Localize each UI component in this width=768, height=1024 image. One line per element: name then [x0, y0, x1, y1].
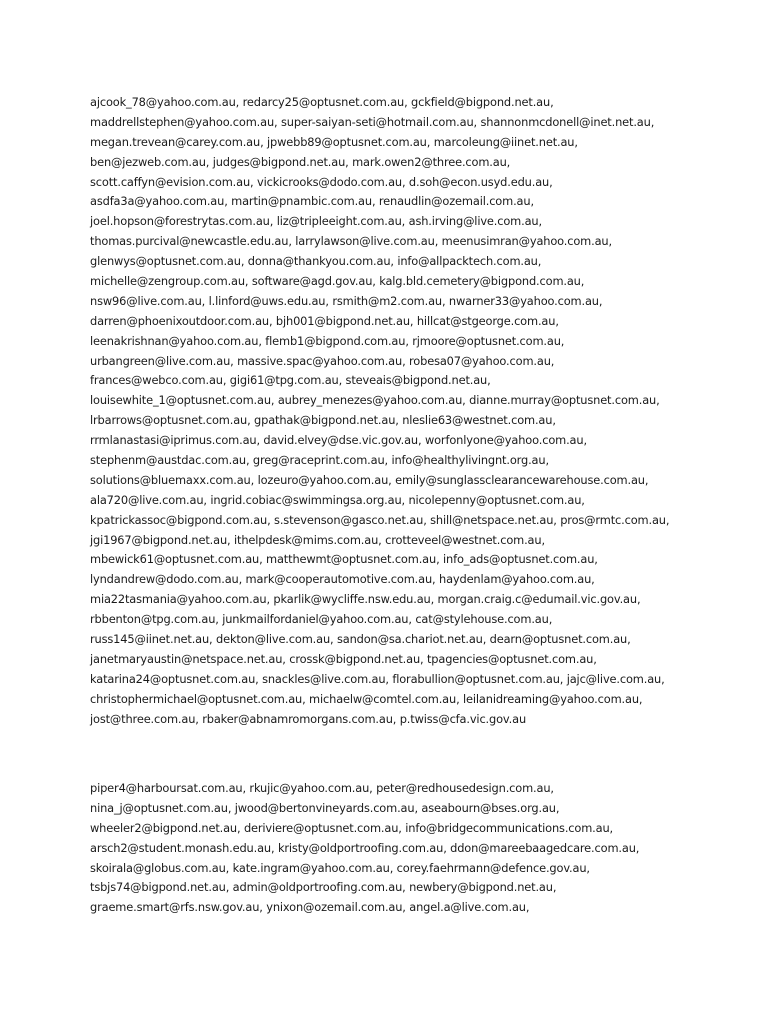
- email-line: ajcook_78@yahoo.com.au, redarcy25@optusnet.com.au, gckfield@bigpond.net.au,: [90, 95, 554, 109]
- email-line: katarina24@optusnet.com.au, snackles@live.com.au, florabullion@optusnet.com.au, jajc@live.com.au,: [90, 671, 665, 686]
- email-paragraph-1: [90, 93, 710, 730]
- email-line: maddrellstephen@yahoo.com.au, super-saiyan-seti@hotmail.com.au, shannonmcdonell@inet.net.au,: [90, 114, 655, 129]
- email-line: jost@three.com.au, rbaker@abnamromorgans.com.au, p.twiss@cfa.vic.gov.au: [90, 711, 527, 726]
- email-line: michelle@zengroup.com.au, software@agd.gov.au, kalg.bld.cemetery@bigpond.com.au,: [90, 274, 585, 289]
- email-line: tsbjs74@bigpond.net.au, admin@oldportroofing.com.au, newbery@bigpond.net.au,: [90, 880, 557, 895]
- email-line: rbbenton@tpg.com.au, junkmailfordaniel@yahoo.com.au, cat@stylehouse.com.au,: [90, 612, 553, 627]
- email-line: nsw96@live.com.au, l.linford@uws.edu.au, rsmith@m2.com.au, nwarner33@yahoo.com.au,: [90, 293, 603, 308]
- email-line: janetmaryaustin@netspace.net.au, crossk@bigpond.net.au, tpagencies@optusnet.com.au,: [90, 651, 597, 666]
- email-line: wheeler2@bigpond.net.au, deriviere@optusnet.com.au, info@bridgecommunications.com.au,: [90, 820, 614, 835]
- email-line: scott.caffyn@evision.com.au, vickicrooks@dodo.com.au, d.soh@econ.usyd.edu.au,: [90, 174, 553, 189]
- email-line: louisewhite_1@optusnet.com.au, aubrey_menezes@yahoo.com.au, dianne.murray@optusnet.com.au,: [90, 393, 660, 408]
- email-line: skoirala@globus.com.au, kate.ingram@yahoo.com.au, corey.faehrmann@defence.gov.au,: [90, 860, 590, 875]
- email-line: frances@webco.com.au, gigi61@tpg.com.au, steveais@bigpond.net.au,: [90, 373, 491, 388]
- email-line: urbangreen@live.com.au, massive.spac@yahoo.com.au, robesa07@yahoo.com.au,: [90, 353, 555, 368]
- email-line: thomas.purcival@newcastle.edu.au, larrylawson@live.com.au, meenusimran@yahoo.com.au,: [90, 234, 612, 249]
- email-line: leenakrishnan@yahoo.com.au, flemb1@bigpond.com.au, rjmoore@optusnet.com.au,: [90, 333, 565, 348]
- email-line: russ145@iinet.net.au, dekton@live.com.au, sandon@sa.chariot.net.au, dearn@optusnet.com.au,: [90, 632, 631, 647]
- email-line: ala720@live.com.au, ingrid.cobiac@swimmingsa.org.au, nicolepenny@optusnet.com.au,: [90, 492, 585, 507]
- email-line: asdfa3a@yahoo.com.au, martin@pnambic.com.au, renaudlin@ozemail.com.au,: [90, 194, 534, 209]
- email-line: megan.trevean@carey.com.au, jpwebb89@optusnet.com.au, marcoleung@iinet.net.au,: [90, 134, 578, 149]
- email-line: lrbarrows@optusnet.com.au, gpathak@bigpond.net.au, nleslie63@westnet.com.au,: [90, 413, 556, 428]
- email-line: lyndandrew@dodo.com.au, mark@cooperautomotive.com.au, haydenlam@yahoo.com.au,: [90, 572, 595, 587]
- email-line: jgi1967@bigpond.net.au, ithelpdesk@mims.com.au, crotteveel@westnet.com.au,: [90, 532, 545, 547]
- email-line: graeme.smart@rfs.nsw.gov.au, ynixon@ozemail.com.au, angel.a@live.com.au,: [90, 900, 530, 915]
- email-line: ben@jezweb.com.au, judges@bigpond.net.au, mark.owen2@three.com.au,: [90, 154, 511, 169]
- email-paragraph-2: [90, 779, 710, 918]
- email-line: piper4@harboursat.com.au, rkujic@yahoo.com.au, peter@redhousedesign.com.au,: [90, 781, 554, 795]
- email-line: stephenm@austdac.com.au, greg@raceprint.com.au, info@healthylivingnt.org.au,: [90, 453, 549, 468]
- email-line: rrmlanastasi@iprimus.com.au, david.elvey@dse.vic.gov.au, worfonlyone@yahoo.com.au,: [90, 433, 587, 448]
- email-line: christophermichael@optusnet.com.au, michaelw@comtel.com.au, leilanidreaming@yahoo.com.au,: [90, 691, 643, 706]
- email-line: mbewick61@optusnet.com.au, matthewmt@optusnet.com.au, info_ads@optusnet.com.au,: [90, 552, 598, 567]
- email-line: joel.hopson@forestrytas.com.au, liz@tripleeight.com.au, ash.irving@live.com.au,: [90, 214, 542, 229]
- email-line: arsch2@student.monash.edu.au, kristy@oldportroofing.com.au, ddon@mareebaagedcare.com.au,: [90, 840, 640, 855]
- email-line: solutions@bluemaxx.com.au, lozeuro@yahoo.com.au, emily@sunglassclearancewarehouse.com.au,: [90, 472, 649, 487]
- email-line: kpatrickassoc@bigpond.com.au, s.stevenson@gasco.net.au, shill@netspace.net.au, pros@rmtc.com.au,: [90, 512, 670, 527]
- email-line: darren@phoenixoutdoor.com.au, bjh001@bigpond.net.au, hillcat@stgeorge.com.au,: [90, 313, 559, 328]
- email-line: glenwys@optusnet.com.au, donna@thankyou.com.au, info@allpacktech.com.au,: [90, 254, 542, 269]
- email-line: nina_j@optusnet.com.au, jwood@bertonvineyards.com.au, aseabourn@bses.org.au,: [90, 800, 560, 815]
- email-line: mia22tasmania@yahoo.com.au, pkarlik@wycliffe.nsw.edu.au, morgan.craig.c@edumail.vic.gov.au,: [90, 592, 641, 607]
